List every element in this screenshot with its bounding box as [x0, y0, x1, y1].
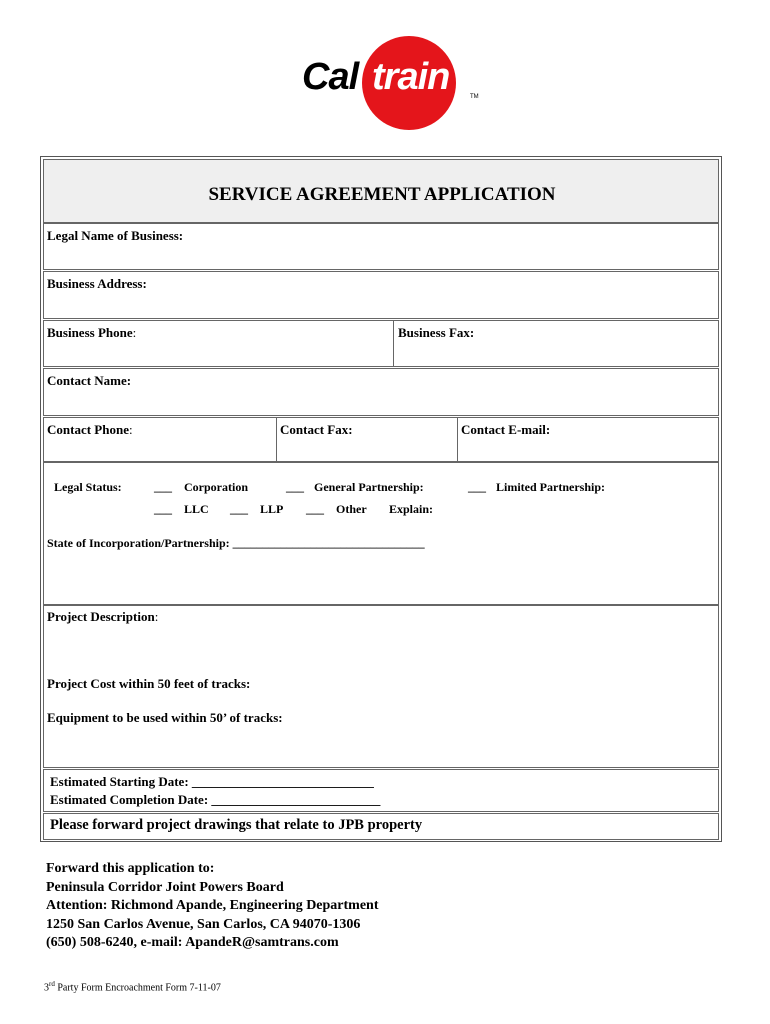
business-fax-label: Business Fax:: [398, 325, 475, 340]
llp-blank[interactable]: ___: [230, 502, 248, 516]
legal-status-section: [43, 462, 719, 605]
state-incorporation-field[interactable]: State of Incorporation/Partnership: ________________________________: [47, 536, 425, 550]
contact-email-label: Contact E-mail:: [461, 422, 551, 437]
business-phone-fax-row: [43, 320, 719, 367]
limited-partnership-blank[interactable]: ___: [468, 480, 486, 494]
drawings-notice: Please forward project drawings that relate to JPB property: [50, 817, 423, 833]
legal-status-label: Legal Status:: [54, 480, 122, 494]
forward-line-2: Peninsula Corridor Joint Powers Board: [46, 879, 284, 895]
dates-section: [43, 769, 719, 812]
contact-name-label: Contact Name:: [47, 373, 132, 388]
forward-line-4: 1250 San Carlos Avenue, San Carlos, CA 94070-1306: [46, 916, 361, 932]
legal-name-field[interactable]: [43, 223, 719, 270]
explain-label: Explain:: [389, 502, 434, 516]
footer-form-id: 3rd Party Form Encroachment Form 7-11-07: [44, 980, 221, 994]
forward-line-3: Attention: Richmond Apande, Engineering Department: [46, 898, 379, 913]
logo-trademark: TM: [470, 94, 479, 100]
divider: [457, 418, 458, 461]
contact-phone-fax-email-row: [43, 417, 719, 462]
general-partnership-blank[interactable]: ___: [286, 480, 304, 494]
project-section: [43, 605, 719, 768]
completion-date-field[interactable]: Estimated Completion Date: __________________________: [50, 792, 381, 807]
other-option: Other: [336, 502, 367, 516]
corporation-option: Corporation: [184, 480, 248, 494]
business-address-field[interactable]: [43, 271, 719, 319]
limited-partnership-option: Limited Partnership:: [496, 480, 605, 494]
project-description-label: Project Description:: [47, 609, 159, 624]
contact-fax-label: Contact Fax:: [280, 422, 353, 437]
form-title-row: [43, 159, 719, 223]
divider: [393, 321, 394, 366]
forward-line-5: (650) 508-6240, e-mail: ApandeR@samtrans.com: [46, 935, 339, 950]
form-title: SERVICE AGREEMENT APPLICATION: [208, 184, 556, 205]
start-date-field[interactable]: Estimated Starting Date: ____________________________: [50, 774, 374, 789]
project-cost-label: Project Cost within 50 feet of tracks:: [47, 676, 251, 691]
legal-name-label: Legal Name of Business:: [47, 228, 184, 243]
business-phone-label: Business Phone:: [47, 325, 137, 340]
forward-line-1: Forward this application to:: [46, 861, 215, 876]
llc-option: LLC: [184, 502, 209, 516]
llc-blank[interactable]: ___: [154, 502, 172, 516]
other-blank[interactable]: ___: [306, 502, 324, 516]
drawings-notice-row: [43, 813, 719, 840]
business-address-label: Business Address:: [47, 276, 147, 291]
general-partnership-option: General Partnership:: [314, 480, 424, 494]
contact-name-field[interactable]: [43, 368, 719, 416]
application-form: [40, 156, 722, 842]
contact-phone-label: Contact Phone:: [47, 422, 133, 437]
caltrain-logo: [300, 36, 490, 136]
forward-address-block: [46, 860, 379, 953]
divider: [276, 418, 277, 461]
llp-option: LLP: [260, 502, 284, 516]
logo-text-cal: Cal: [302, 56, 359, 98]
logo-text-train: train: [372, 56, 450, 98]
equipment-label: Equipment to be used within 50’ of tracks:: [47, 710, 283, 725]
corporation-blank[interactable]: ___: [154, 480, 172, 494]
